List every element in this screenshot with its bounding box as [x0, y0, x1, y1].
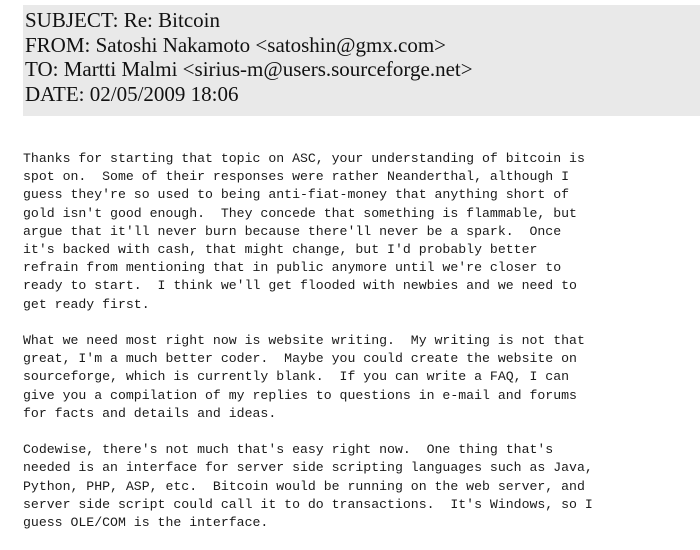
body-line: great, I'm a much better coder. Maybe you could create the website on	[23, 351, 577, 367]
body-line: refrain from mentioning that in public anymore until we're closer to	[23, 260, 562, 276]
email-body	[23, 150, 693, 550]
body-line: gold isn't good enough. They concede that something is flammable, but	[23, 205, 577, 221]
body-line: it's backed with cash, that might change, but I'd probably better	[23, 242, 538, 258]
body-line: spot on. Some of their responses were rather Neanderthal, although I	[23, 169, 570, 185]
body-line: guess they're so used to being anti-fiat-money that anything short of	[23, 187, 570, 203]
body-line: for facts and details and ideas.	[23, 405, 277, 421]
body-line: What we need most right now is website writing. My writing is not that	[23, 333, 585, 349]
body-line: argue that it'll never burn because there'll never be a spark. Once	[23, 223, 562, 239]
body-line: server side script could call it to do transactions. It's Windows, so I	[23, 496, 593, 512]
body-line: guess OLE/COM is the interface.	[23, 515, 269, 531]
body-line: Codewise, there's not much that's easy right now. One thing that's	[23, 442, 554, 458]
body-line: Thanks for starting that topic on ASC, your understanding of bitcoin is	[23, 151, 585, 166]
body-line: get ready first.	[23, 296, 150, 312]
subject-line: SUBJECT: Re: Bitcoin	[25, 8, 220, 32]
date-line: DATE: 02/05/2009 18:06	[25, 81, 239, 106]
email-header	[23, 5, 700, 116]
paragraph	[23, 441, 693, 532]
to-line: TO: Martti Malmi <sirius-m@users.sourceforge.net>	[25, 57, 473, 82]
body-line: needed is an interface for server side scripting languages such as Java,	[23, 460, 593, 476]
body-line: give you a compilation of my replies to questions in e-mail and forums	[23, 387, 577, 403]
body-line: ready to start. I think we'll get flooded with newbies and we need to	[23, 278, 577, 294]
from-line: FROM: Satoshi Nakamoto <satoshin@gmx.com>	[25, 32, 447, 57]
body-line: Python, PHP, ASP, etc. Bitcoin would be running on the web server, and	[23, 478, 585, 494]
paragraph	[23, 150, 693, 314]
body-line: sourceforge, which is currently blank. If you can write a FAQ, I can	[23, 369, 570, 385]
paragraph	[23, 332, 693, 423]
